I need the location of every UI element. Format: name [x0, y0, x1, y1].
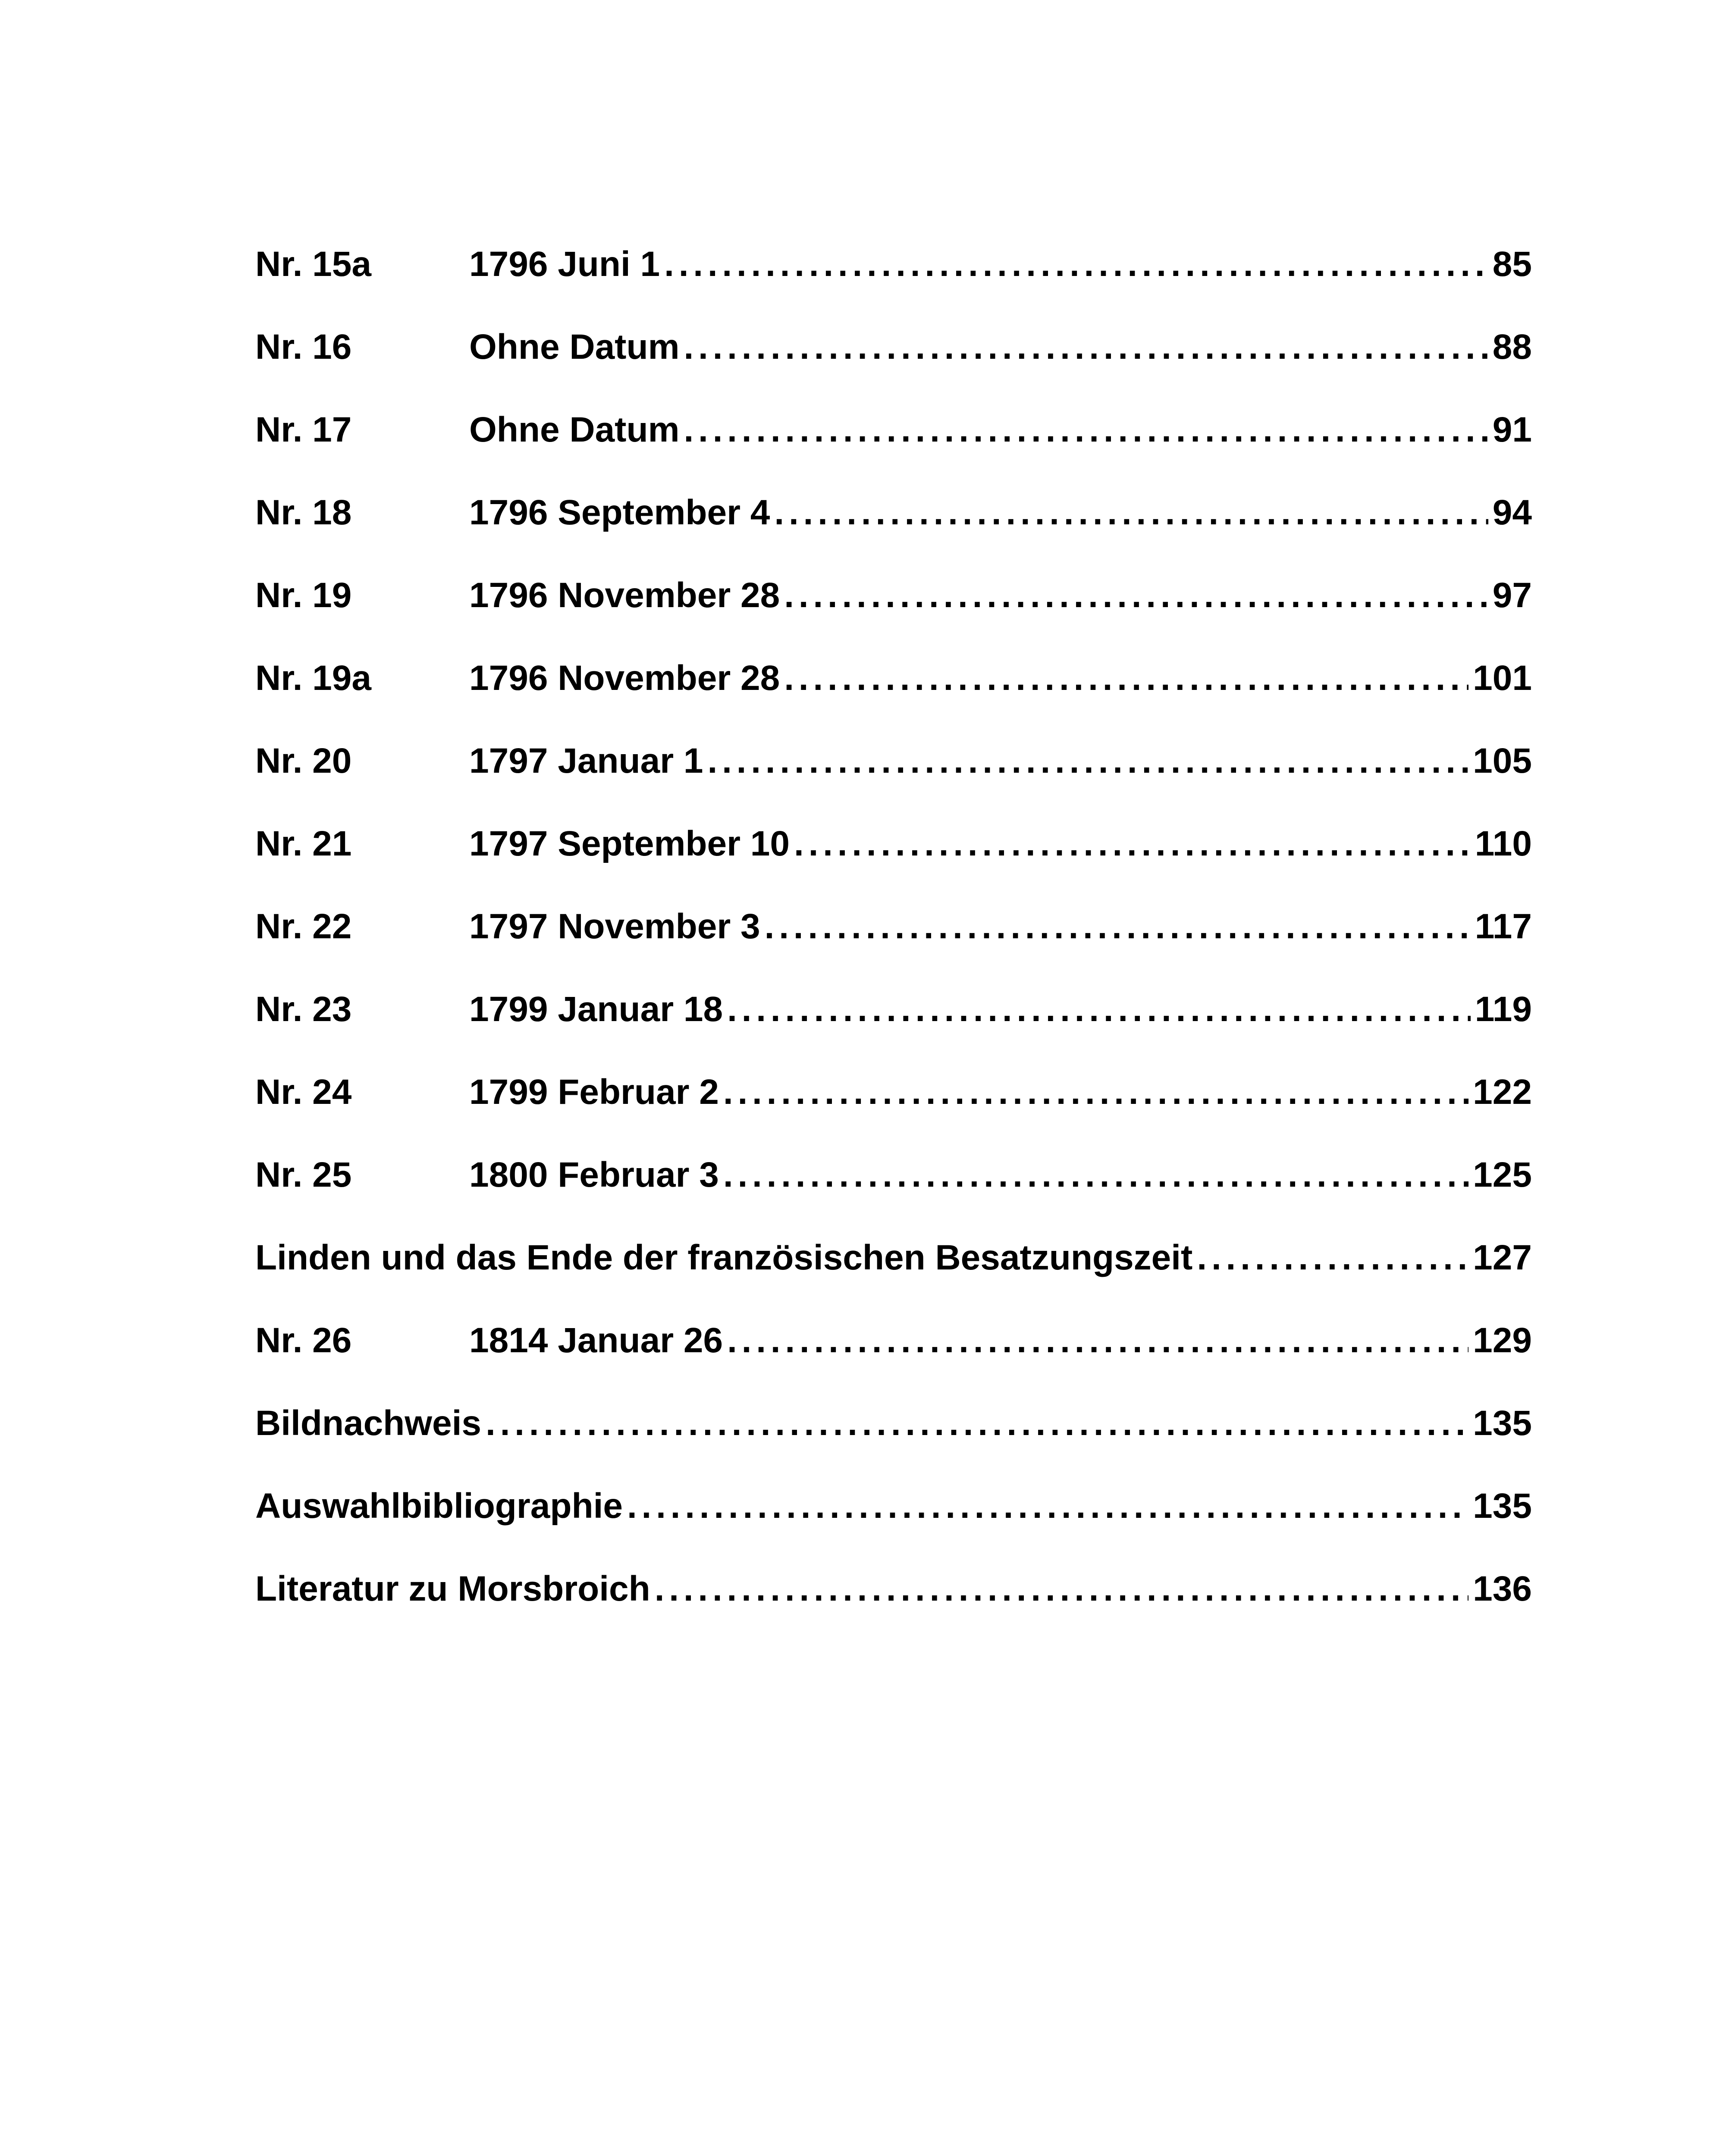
toc-entry[interactable] [255, 826, 1532, 909]
dot-leader [774, 495, 1488, 530]
dot-leader [684, 412, 1488, 448]
toc-entry-title: Bildnachweis [255, 1406, 482, 1443]
toc-entry-number: Nr. 18 [255, 495, 352, 532]
toc-entry-title: 1796 November 28 [469, 661, 780, 698]
toc-entry-title: 1796 Juni 1 [469, 247, 660, 284]
toc-entry-number: Nr. 16 [255, 329, 352, 367]
dot-leader [655, 1571, 1468, 1607]
toc-entry[interactable] [255, 578, 1532, 661]
toc-entry[interactable] [255, 495, 1532, 578]
toc-section-entry[interactable] [255, 1406, 1532, 1489]
toc-entry-page: 85 [1492, 247, 1532, 284]
toc-entry-title: 1796 September 4 [469, 495, 770, 532]
toc-entry-page: 105 [1473, 743, 1532, 780]
toc-entry-number: Nr. 25 [255, 1157, 352, 1194]
toc-entry-number: Nr. 24 [255, 1075, 352, 1112]
toc-entry-title: 1796 November 28 [469, 578, 780, 615]
toc-entry-title: Linden und das Ende der französischen Besatzungszeit [255, 1240, 1193, 1277]
toc-entry-title: 1797 November 3 [469, 909, 760, 946]
dot-leader [784, 661, 1468, 696]
toc-entry-page: 135 [1473, 1489, 1532, 1526]
dot-leader [723, 1075, 1468, 1110]
toc-entry-number: Nr. 21 [255, 826, 352, 863]
toc-entry[interactable] [255, 992, 1532, 1075]
toc-entry-number: Nr. 19 [255, 578, 352, 615]
toc-entry-number: Nr. 23 [255, 992, 352, 1029]
toc-entry[interactable] [255, 1157, 1532, 1240]
toc-entry-title: 1800 Februar 3 [469, 1157, 719, 1194]
toc-entry-number: Nr. 15a [255, 247, 371, 284]
toc-section-entry[interactable] [255, 1571, 1532, 1654]
toc-entry[interactable] [255, 412, 1532, 495]
toc-entry-number: Nr. 26 [255, 1323, 352, 1360]
toc-entry-title: Ohne Datum [469, 329, 680, 367]
toc-entry-page: 117 [1475, 909, 1532, 946]
toc-entry[interactable] [255, 909, 1532, 992]
toc-entry[interactable] [255, 329, 1532, 412]
toc-entry-page: 88 [1492, 329, 1532, 367]
toc-entry-page: 91 [1492, 412, 1532, 449]
toc-entry-title: Auswahlbibliographie [255, 1489, 623, 1526]
toc-entry-title: 1797 September 10 [469, 826, 790, 863]
toc-entry-page: 119 [1475, 992, 1532, 1029]
toc-entry-page: 110 [1475, 826, 1532, 863]
dot-leader [708, 743, 1469, 779]
toc-entry-number: Nr. 20 [255, 743, 352, 780]
toc-entry-page: 125 [1473, 1157, 1532, 1194]
toc-entry-number: Nr. 22 [255, 909, 352, 946]
toc-entry-title: Literatur zu Morsbroich [255, 1571, 650, 1608]
dot-leader [664, 247, 1488, 282]
toc-entry-title: 1797 Januar 1 [469, 743, 703, 780]
dot-leader [723, 1157, 1468, 1193]
table-of-contents [255, 247, 1532, 1654]
toc-section-entry[interactable] [255, 1240, 1532, 1323]
toc-entry-page: 129 [1473, 1323, 1532, 1360]
toc-entry[interactable] [255, 743, 1532, 826]
dot-leader [727, 992, 1471, 1027]
dot-leader [784, 578, 1488, 613]
toc-entry-page: 135 [1473, 1406, 1532, 1443]
dot-leader [727, 1323, 1468, 1358]
toc-entry[interactable] [255, 1323, 1532, 1406]
dot-leader [794, 826, 1471, 862]
toc-entry-page: 127 [1473, 1240, 1532, 1277]
toc-entry-number: Nr. 17 [255, 412, 352, 449]
dot-leader [486, 1406, 1468, 1441]
toc-entry-number: Nr. 19a [255, 661, 371, 698]
toc-entry[interactable] [255, 1075, 1532, 1157]
toc-entry-page: 122 [1473, 1075, 1532, 1112]
toc-entry-title: Ohne Datum [469, 412, 680, 449]
toc-entry-title: 1799 Januar 18 [469, 992, 723, 1029]
dot-leader [1197, 1240, 1468, 1275]
dot-leader [765, 909, 1471, 944]
toc-entry-page: 94 [1492, 495, 1532, 532]
toc-entry[interactable] [255, 661, 1532, 743]
toc-section-entry[interactable] [255, 1489, 1532, 1571]
dot-leader [627, 1489, 1468, 1524]
toc-entry[interactable] [255, 247, 1532, 329]
dot-leader [684, 329, 1488, 365]
toc-entry-page: 101 [1473, 661, 1532, 698]
toc-entry-title: 1814 Januar 26 [469, 1323, 723, 1360]
toc-entry-title: 1799 Februar 2 [469, 1075, 719, 1112]
toc-entry-page: 97 [1492, 578, 1532, 615]
toc-entry-page: 136 [1473, 1571, 1532, 1608]
